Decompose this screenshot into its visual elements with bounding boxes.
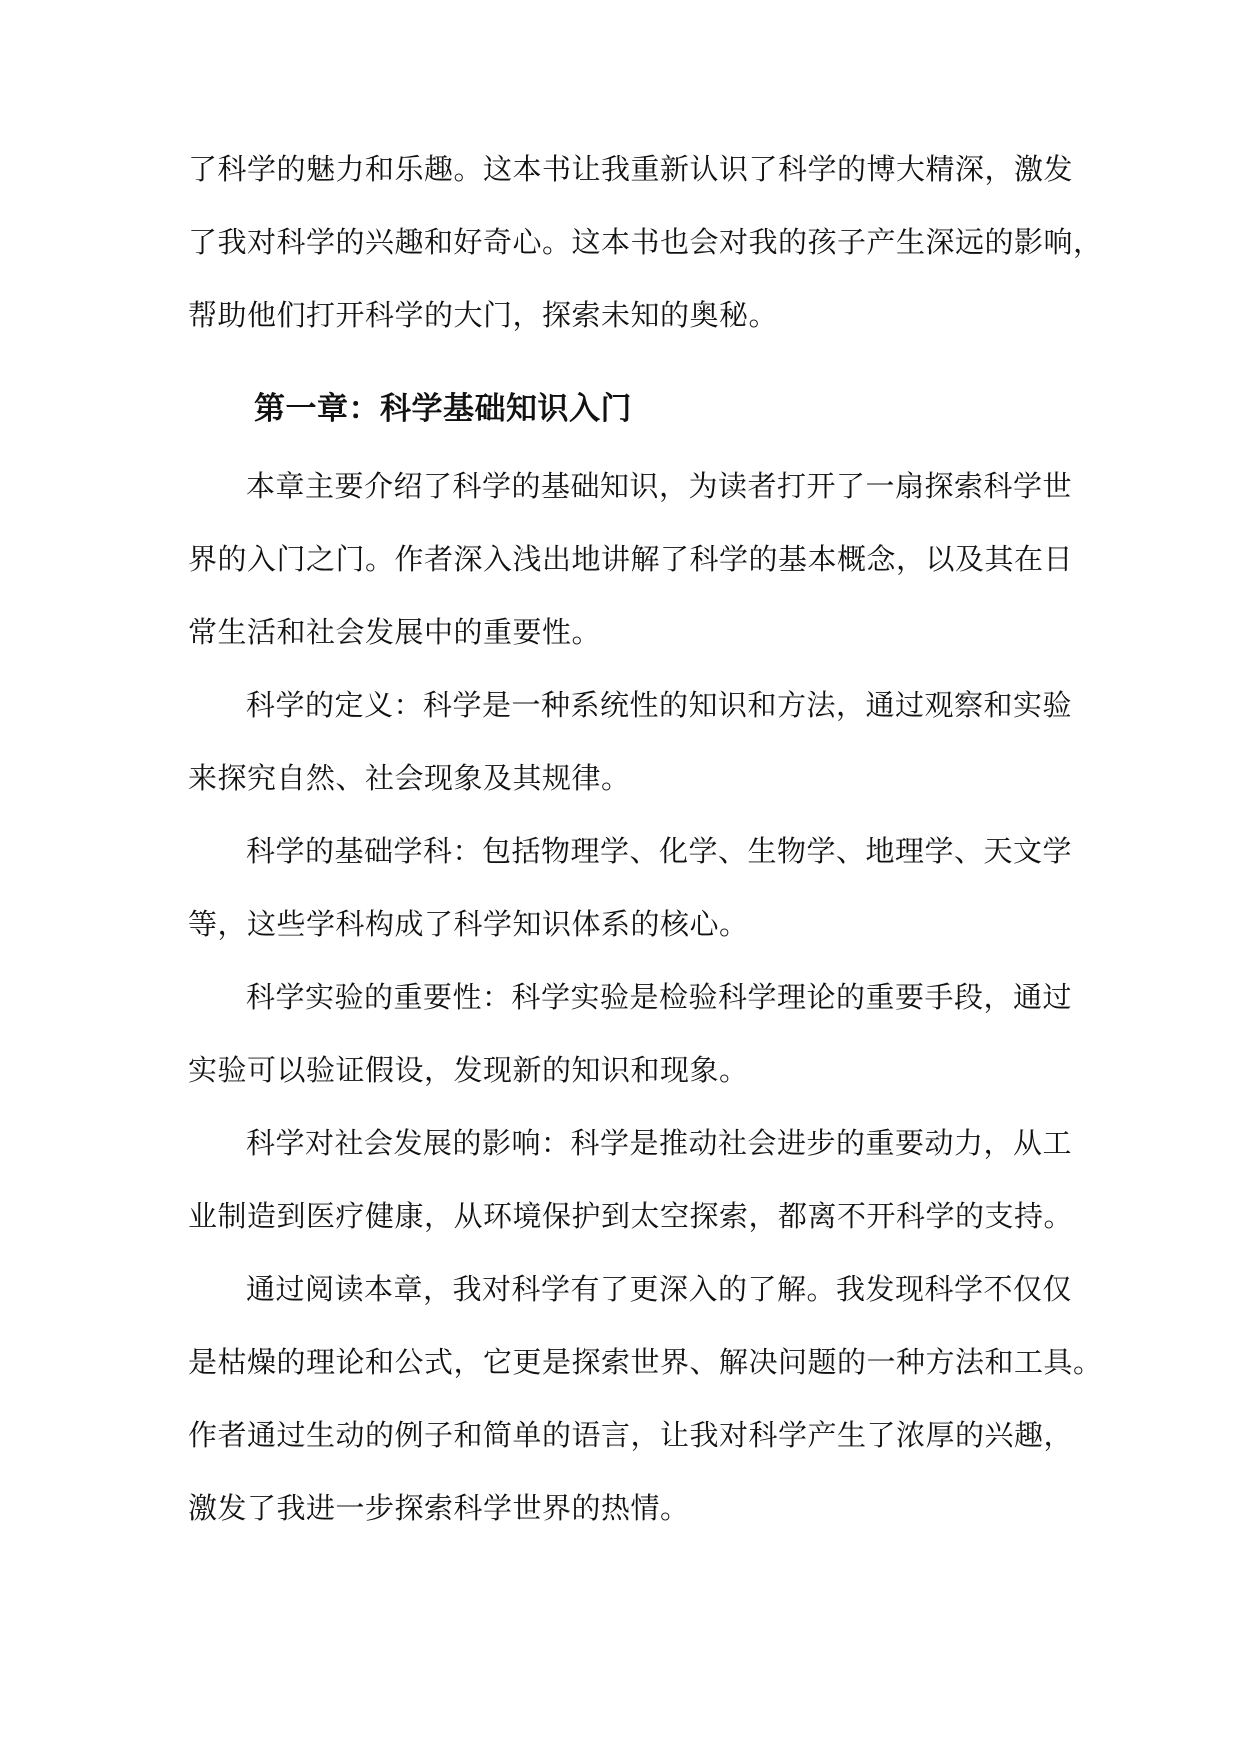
paragraph-definition (188, 684, 1073, 799)
chapter-heading: 第一章：科学基础知识入门 (254, 391, 632, 427)
paragraph-line: 常生活和社会发展中的重要性。 (188, 615, 602, 649)
intro-line: 帮助他们打开科学的大门，探索未知的奥秘。 (188, 298, 779, 332)
page-content (188, 148, 1103, 1529)
paragraph-line: 来探究自然、社会现象及其规律。 (188, 761, 631, 795)
paragraph-disciplines (188, 830, 1073, 945)
paragraph-intro (188, 465, 1074, 653)
paragraph-line: 科学实验的重要性：科学实验是检验科学理论的重要手段，通过 (246, 980, 1073, 1014)
intro-paragraph (188, 148, 1103, 336)
paragraph-line: 科学的基础学科：包括物理学、化学、生物学、地理学、天文学 (246, 834, 1073, 868)
paragraph-experiments (188, 976, 1073, 1091)
paragraph-impact (188, 1122, 1074, 1237)
intro-line: 了科学的魅力和乐趣。这本书让我重新认识了科学的博大精深，激发 (188, 152, 1074, 186)
paragraph-line: 实验可以验证假设，发现新的知识和现象。 (188, 1053, 749, 1087)
intro-line: 了我对科学的兴趣和好奇心。这本书也会对我的孩子产生深远的影响， (188, 225, 1103, 259)
paragraph-line: 激发了我进一步探索科学世界的热情。 (188, 1491, 690, 1525)
paragraph-reflection (188, 1268, 1103, 1529)
paragraph-line: 作者通过生动的例子和简单的语言，让我对科学产生了浓厚的兴趣， (188, 1418, 1074, 1452)
paragraph-line: 科学的定义：科学是一种系统性的知识和方法，通过观察和实验 (246, 688, 1073, 722)
paragraph-line: 通过阅读本章，我对科学有了更深入的了解。我发现科学不仅仅 (246, 1272, 1073, 1306)
paragraph-line: 是枯燥的理论和公式，它更是探索世界、解决问题的一种方法和工具。 (188, 1345, 1103, 1379)
paragraph-line: 界的入门之门。作者深入浅出地讲解了科学的基本概念，以及其在日 (188, 542, 1074, 576)
paragraph-line: 业制造到医疗健康，从环境保护到太空探索，都离不开科学的支持。 (188, 1199, 1074, 1233)
paragraph-line: 等，这些学科构成了科学知识体系的核心。 (188, 907, 749, 941)
paragraph-line: 科学对社会发展的影响：科学是推动社会进步的重要动力，从工 (246, 1126, 1073, 1160)
paragraph-line: 本章主要介绍了科学的基础知识，为读者打开了一扇探索科学世 (246, 469, 1073, 503)
